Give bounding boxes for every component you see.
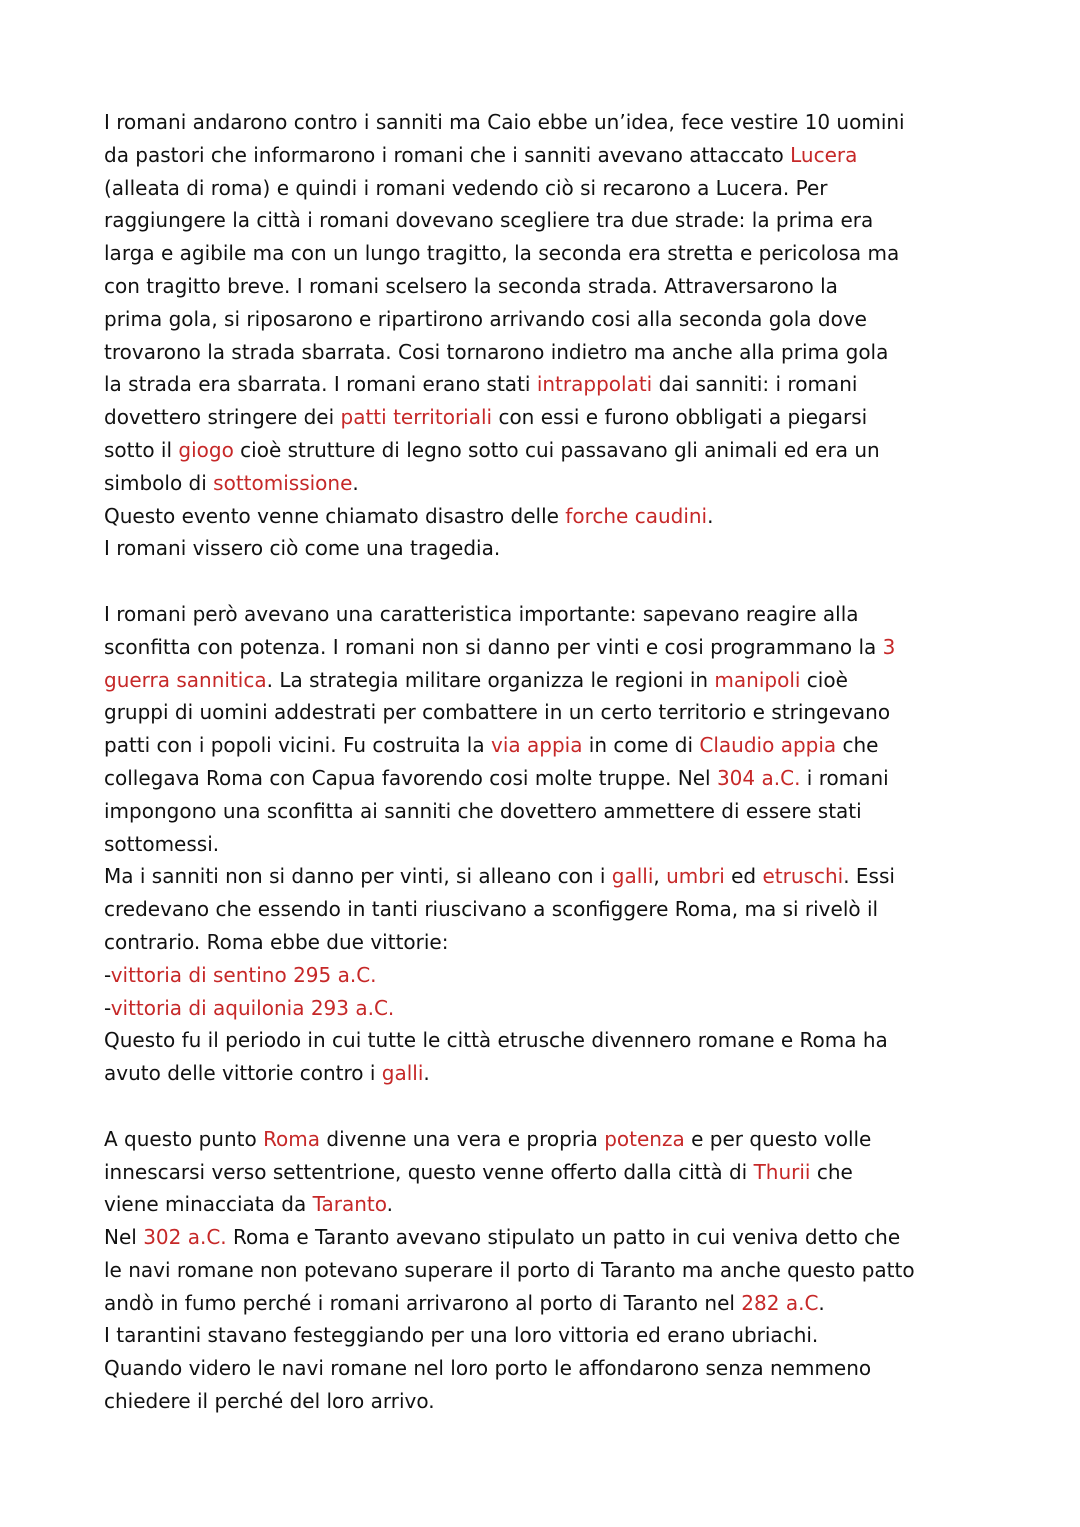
text-segment: Nel [104, 1225, 144, 1250]
text-segment: (alleata di roma) e quindi i romani vedendo ciò si recarono a Lucera. Per [104, 175, 828, 200]
text-line [104, 401, 1004, 434]
text-segment: Quando videro le navi romane nel loro porto le affondarono senza nemmeno [104, 1356, 872, 1381]
document-body [104, 106, 1004, 1418]
text-segment: A questo punto [104, 1126, 264, 1151]
text-line [104, 762, 1004, 795]
text-line [104, 860, 1004, 893]
text-segment: andò in fumo perché i romani arrivarono al porto di Taranto nel [104, 1290, 742, 1315]
text-line [104, 467, 1004, 500]
text-segment: I romani andarono contro i sanniti ma Caio ebbe un’idea, fece vestire 10 uomini [104, 110, 905, 134]
text-line [104, 1254, 1004, 1287]
text-segment: . [818, 1290, 825, 1315]
text-line [104, 1057, 1004, 1090]
text-line [104, 1188, 1004, 1221]
text-segment: ed [724, 864, 763, 889]
highlighted-term: via appia [490, 733, 583, 758]
text-segment: , [653, 864, 667, 889]
text-segment: gruppi di uomini addestrati per combattere in un certo territorio e stringevano [104, 700, 891, 725]
highlighted-term: vittoria di aquilonia 293 a.C. [110, 995, 395, 1020]
text-segment: che [836, 733, 879, 758]
text-line [104, 237, 1004, 270]
text-segment: raggiungere la città i romani dovevano scegliere tra due strade: la prima era [104, 208, 874, 233]
text-segment: . [423, 1061, 430, 1086]
text-line [104, 532, 1004, 565]
highlighted-term: 302 a.C. [143, 1225, 227, 1250]
highlighted-term: 3 [882, 634, 896, 659]
text-segment: I romani vissero ciò come una tragedia. [104, 536, 501, 561]
text-segment: patti con i popoli vicini. Fu costruita la [104, 733, 491, 758]
text-segment: contrario. Roma ebbe due vittorie: [104, 929, 449, 954]
text-segment: dovettero stringere dei [104, 405, 341, 430]
text-line [104, 1123, 1004, 1156]
text-segment: divenne una vera e propria [320, 1126, 605, 1151]
text-segment: . [707, 503, 714, 528]
text-line [104, 664, 1004, 697]
text-segment: cioè strutture di legno sotto cui passavano gli animali ed era un [233, 437, 880, 462]
text-segment: da pastori che informarono i romani che i sanniti avevano attaccato [104, 142, 791, 167]
highlighted-term: Taranto [312, 1192, 387, 1217]
highlighted-term: umbri [666, 864, 725, 889]
text-line [104, 434, 1004, 467]
text-segment: larga e agibile ma con un lungo tragitto, la seconda era stretta e pericolosa ma [104, 241, 900, 266]
text-segment: che [810, 1159, 853, 1184]
text-line [104, 1156, 1004, 1189]
text-segment: trovarono la strada sbarrata. Cosi tornarono indietro ma anche alla prima gola [104, 339, 889, 364]
text-line [104, 1385, 1004, 1418]
text-segment: i romani [800, 765, 889, 790]
text-segment: con tragitto breve. I romani scelsero la seconda strada. Attraversarono la [104, 273, 838, 298]
text-segment: cioè [800, 667, 848, 692]
highlighted-term: 304 a.C. [716, 765, 801, 790]
text-line [104, 1352, 1004, 1385]
text-line [104, 1221, 1004, 1254]
text-segment: . [386, 1192, 393, 1217]
text-segment: avuto delle vittorie contro i [104, 1061, 382, 1086]
text-line [104, 368, 1004, 401]
blank-line [104, 1090, 1004, 1123]
highlighted-term: giogo [178, 437, 234, 462]
text-line [104, 1024, 1004, 1057]
highlighted-term: etruschi [762, 864, 844, 889]
text-line [104, 631, 1004, 664]
text-segment: dai sanniti: i romani [652, 372, 858, 397]
highlighted-term: forche caudini [565, 503, 708, 528]
highlighted-term: galli [611, 864, 654, 889]
text-line [104, 1319, 1004, 1352]
text-segment: - [104, 995, 111, 1020]
text-segment: la strada era sbarrata. I romani erano stati [104, 372, 537, 397]
highlighted-term: Lucera [790, 142, 858, 167]
blank-line [104, 565, 1004, 598]
highlighted-term: potenza [604, 1126, 685, 1151]
text-segment: con essi e furono obbligati a piegarsi [492, 405, 868, 430]
highlighted-term: manipoli [714, 667, 801, 692]
text-segment: e per questo volle [684, 1126, 872, 1151]
text-segment: sotto il [104, 437, 179, 462]
text-segment: Questo evento venne chiamato disastro delle [104, 503, 566, 528]
text-line [104, 729, 1004, 762]
text-line [104, 139, 1004, 172]
text-line [104, 500, 1004, 533]
text-segment: credevano che essendo in tanti riuscivano a sconfiggere Roma, ma si rivelò il [104, 897, 879, 922]
text-line [104, 959, 1004, 992]
highlighted-term: guerra sannitica [104, 667, 267, 692]
highlighted-term: Thurii [753, 1159, 811, 1184]
text-segment: I tarantini stavano festeggiando per una loro vittoria ed erano ubriachi. [104, 1323, 819, 1348]
highlighted-term: Roma [263, 1126, 321, 1151]
text-line [104, 696, 1004, 729]
text-segment: Roma e Taranto avevano stipulato un patto in cui veniva detto che [226, 1225, 901, 1250]
text-line [104, 795, 1004, 828]
text-segment: - [104, 962, 111, 987]
text-line [104, 1287, 1004, 1320]
text-line [104, 336, 1004, 369]
text-segment: Ma i sanniti non si danno per vinti, si alleano con i [104, 864, 612, 889]
text-segment: prima gola, si riposarono e ripartirono arrivando cosi alla seconda gola dove [104, 306, 867, 331]
text-line [104, 172, 1004, 205]
text-segment: in come di [582, 733, 700, 758]
text-segment: simbolo di [104, 470, 214, 495]
text-segment: impongono una sconfitta ai sanniti che dovettero ammettere di essere stati [104, 798, 862, 823]
text-segment: viene minacciata da [104, 1192, 313, 1217]
highlighted-term: galli [381, 1061, 424, 1086]
highlighted-term: 282 a.C [741, 1290, 819, 1315]
text-line [104, 828, 1004, 861]
text-segment: innescarsi verso settentrione, questo venne offerto dalla città di [104, 1159, 754, 1184]
highlighted-term: patti territoriali [340, 405, 493, 430]
text-segment: . [352, 470, 359, 495]
highlighted-term: intrappolati [536, 372, 653, 397]
highlighted-term: Claudio appia [699, 733, 837, 758]
text-line [104, 106, 1004, 139]
highlighted-term: sottomissione [213, 470, 353, 495]
text-line [104, 992, 1004, 1025]
text-line [104, 926, 1004, 959]
text-line [104, 303, 1004, 336]
text-line [104, 893, 1004, 926]
text-segment: le navi romane non potevano superare il porto di Taranto ma anche questo patto [104, 1257, 915, 1282]
text-segment: sottomessi. [104, 831, 220, 856]
text-line [104, 598, 1004, 631]
text-segment: collegava Roma con Capua favorendo cosi molte truppe. Nel [104, 765, 717, 790]
text-segment: . Essi [843, 864, 895, 889]
highlighted-term: vittoria di sentino 295 a.C. [110, 962, 377, 987]
text-segment: chiedere il perché del loro arrivo. [104, 1389, 435, 1414]
text-segment: sconfitta con potenza. I romani non si danno per vinti e cosi programmano la [104, 634, 883, 659]
text-line [104, 270, 1004, 303]
text-segment: Questo fu il periodo in cui tutte le città etrusche divennero romane e Roma ha [104, 1028, 888, 1053]
text-segment: . La strategia militare organizza le regioni in [266, 667, 715, 692]
text-line [104, 204, 1004, 237]
text-segment: I romani però avevano una caratteristica importante: sapevano reagire alla [104, 601, 859, 626]
